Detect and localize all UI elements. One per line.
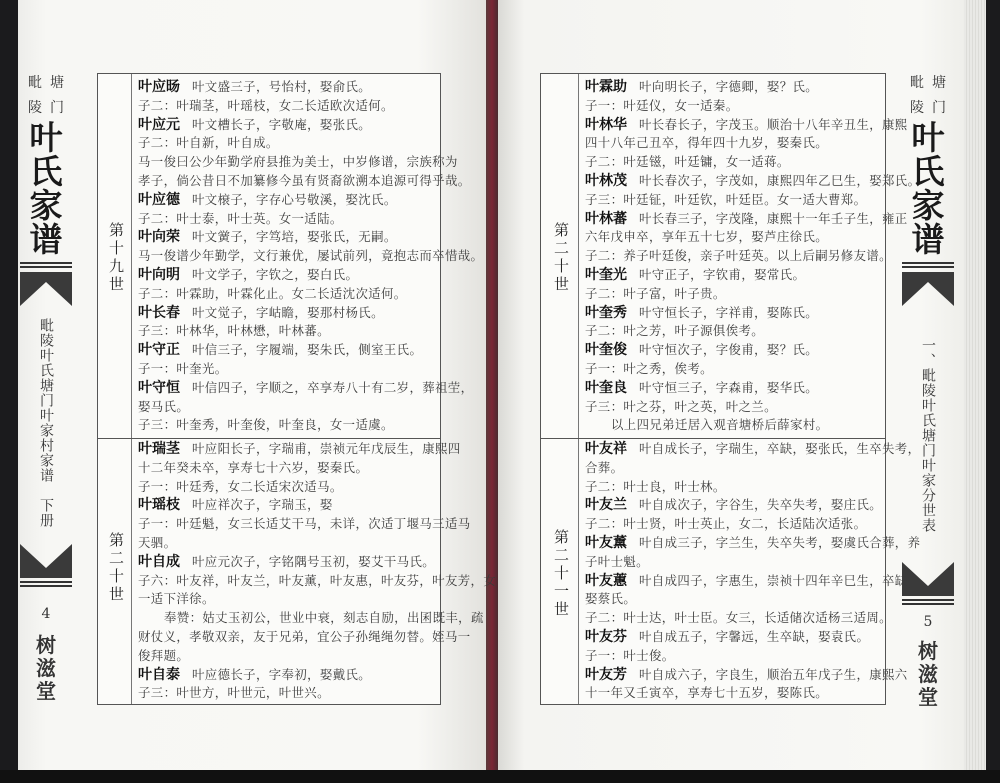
- hall-char: 堂: [36, 679, 56, 703]
- entry-text: 叶应祥次子，字瑞玉，娶: [192, 497, 333, 513]
- entry-text: 四十八年己丑卒，得年四十九岁，娶秦氏。: [585, 135, 829, 151]
- entry-text: 叶文觉子，字岵瞻，娶那村杨氏。: [192, 304, 384, 320]
- person-name: 叶应德: [138, 191, 180, 208]
- entry-text: 子二：叶士贤，叶士英止，女二，长适陆次适张。: [585, 516, 867, 532]
- entry-detail-line: [585, 553, 885, 572]
- small-title-1: 毗塘: [910, 75, 954, 91]
- person-name: 叶自泰: [138, 666, 180, 683]
- entry-text: 叶文学子，字钦之，娶白氏。: [192, 266, 359, 282]
- person-name: 叶林蕃: [585, 210, 627, 227]
- entry-detail-line: [138, 134, 440, 153]
- person-name: 叶友芳: [585, 666, 627, 683]
- entry-text: 子三：叶奎秀，叶奎俊，叶奎良，女一适虞。: [138, 417, 394, 433]
- entry-detail-line: [138, 172, 471, 191]
- entry-text: 财仗义，孝敬双亲，友于兄弟，宜公子孙绳绳勿替。姪马一: [138, 628, 471, 644]
- title-char: 叶: [911, 118, 945, 157]
- entry-detail-line: [585, 478, 885, 497]
- entry-detail-line: [585, 416, 885, 435]
- entry-text: 叶文榱子，字存心号敬溪，娶沈氏。: [192, 191, 397, 207]
- person-entry: [138, 553, 440, 572]
- entry-text: 叶自成长子，字瑞生，卒缺，娶张氏，生卒失考，: [639, 441, 921, 456]
- entry-text: 子二：叶瑞茎，叶瑶枝，女二长适欧次适何。: [138, 97, 394, 113]
- entry-text: 子三：叶世方，叶世元，叶世兴。: [138, 685, 330, 701]
- entry-detail-line: [585, 360, 885, 379]
- entry-text: 叶文盛三子，号怡村，娶俞氏。: [192, 79, 372, 94]
- entry-text: 叶守恒三子，字森甫，娶华氏。: [639, 379, 819, 395]
- title-char: 谱: [29, 220, 63, 259]
- entry-text: 六年戊申卒，享年五十七岁，娶芦庄徐氏。: [585, 229, 829, 245]
- section-title: 一、毗陵叶氏塘门叶家分世表: [920, 338, 936, 533]
- entry-text: 子三：叶廷钲，叶廷钦，叶廷臣。女一适大曹郑。: [585, 191, 867, 207]
- entry-detail-line: [138, 459, 440, 478]
- background-edge: [0, 770, 1000, 783]
- person-name: 叶自成: [138, 553, 180, 570]
- title-char: 叶: [29, 118, 63, 157]
- title-char: 家: [911, 186, 945, 225]
- double-rule: [20, 262, 72, 268]
- entry-text: 子三：叶林华，叶林懋，叶林蕃。: [138, 323, 330, 339]
- entry-detail-line: [138, 398, 440, 417]
- entry-text: 叶长春长子，字茂玉。顺治十八年辛丑生，康熙: [639, 116, 908, 132]
- entry-text: 子二：叶士泰，叶士英。女一适陆。: [138, 210, 343, 226]
- entries-list: [585, 440, 921, 703]
- entry-detail-line: [138, 572, 497, 591]
- person-entry: [585, 78, 885, 97]
- entry-text: 子一：叶廷秀，女二长适宋次适马。: [138, 478, 343, 494]
- entry-detail-line: [585, 134, 885, 153]
- entry-text: 叶守正子，字钦甫，娶常氏。: [639, 266, 806, 282]
- entry-detail-line: [138, 97, 440, 116]
- person-name: 叶应旸: [138, 79, 180, 95]
- entry-text: 子二：叶自新，叶自成。: [138, 135, 279, 151]
- book-title: [16, 118, 76, 259]
- entry-detail-line: [138, 478, 440, 497]
- entry-text: 叶守恒次子，字俊甫，娶？氏。: [639, 342, 819, 358]
- entry-detail-line: [585, 191, 885, 210]
- person-entry: [585, 304, 885, 323]
- entry-detail-line: [138, 360, 440, 379]
- person-name: 叶林华: [585, 116, 627, 133]
- person-name: 叶向荣: [138, 229, 180, 246]
- genealogy-table-right: [540, 73, 921, 705]
- entry-detail-line: [138, 647, 440, 666]
- person-entry: [585, 666, 908, 685]
- entry-text: 子二：叶之芳，叶子源俱俟考。: [585, 323, 765, 339]
- generation-label: 第十九世: [107, 222, 125, 294]
- entry-detail-line: [138, 534, 440, 553]
- entry-text: 子一：叶士俊。: [585, 647, 675, 663]
- person-entry: [585, 341, 885, 360]
- entry-text: 叶信三子，字履端，娶朱氏，侧室王氏。: [192, 342, 423, 358]
- small-title-2: 陵门: [910, 100, 954, 116]
- person-entry: [585, 628, 885, 647]
- entry-detail-line: [138, 210, 440, 229]
- section-divider: [541, 438, 885, 439]
- entry-detail-line: [138, 322, 440, 341]
- entry-text: 俊拜题。: [138, 647, 190, 663]
- title-char: 氏: [911, 152, 945, 191]
- entry-text: 子二：叶廷镃，叶廷镛，女一适蒋。: [585, 154, 790, 170]
- entry-detail-line: [585, 609, 892, 628]
- title-char: 氏: [29, 152, 63, 191]
- page-edges: [964, 0, 986, 783]
- entry-detail-line: [585, 228, 885, 247]
- entry-text: 叶长春三子，字茂隆，康熙十一年壬子生，雍正: [639, 210, 908, 226]
- chevron-banner-top: [20, 272, 72, 306]
- person-name: 叶奎良: [585, 379, 627, 396]
- person-entry: [138, 116, 440, 135]
- entry-text: 叶自成六子，字良生，顺治五年戊子生，康熙六: [639, 666, 908, 682]
- person-name: 叶守恒: [138, 379, 180, 396]
- person-entry: [585, 116, 908, 135]
- entry-text: 马一俊曰公少年勤学府县推为美士，中岁修谱，宗族称为: [138, 154, 458, 170]
- title-char: 谱: [911, 220, 945, 259]
- entry-text: 子三：叶之芬，叶之英，叶之兰。: [585, 398, 777, 414]
- hall-char: 堂: [918, 685, 938, 709]
- person-entry: [585, 572, 921, 591]
- entry-detail-line: [138, 609, 484, 628]
- small-title-2: 陵门: [28, 100, 72, 116]
- entry-detail-line: [585, 515, 885, 534]
- person-entry: [138, 191, 440, 210]
- entry-text: 娶蔡氏。: [585, 591, 637, 607]
- entry-text: 子一：叶奎光。: [138, 360, 228, 376]
- person-name: 叶友蕙: [585, 572, 627, 589]
- person-entry: [585, 172, 921, 191]
- person-entry: [138, 666, 440, 685]
- person-entry: [138, 341, 440, 360]
- entry-detail-line: [585, 97, 885, 116]
- person-entry: [138, 496, 440, 515]
- hall-char: 滋: [918, 662, 938, 686]
- entry-text: 孝子，倘公昔日不加纂修今虽有贤裔欲溯本追源可得乎哉。: [138, 172, 471, 188]
- entry-text: 马一俊谱少年勤学，文行兼优，屡试前列，竟抱志而卒惜哉。: [138, 248, 484, 264]
- volume-title: 毗陵叶氏塘门叶家村家谱 下册: [38, 318, 54, 528]
- generation-label: 第二十世: [107, 532, 125, 604]
- hall-name: [16, 634, 76, 703]
- entry-detail-line: [138, 247, 484, 266]
- book-spine: [486, 0, 498, 783]
- generation-column: [98, 74, 132, 704]
- entry-text: 子二：叶子富，叶子贵。: [585, 285, 726, 301]
- person-entry: [585, 266, 885, 285]
- left-margin-header: [16, 0, 76, 783]
- person-entry: [138, 440, 461, 459]
- person-name: 叶瑞茎: [138, 441, 180, 457]
- person-name: 叶向明: [138, 266, 180, 283]
- entry-text: 合葬。: [585, 459, 624, 475]
- entry-detail-line: [585, 247, 892, 266]
- entry-text: 叶应阳长子，字瑞甫，崇祯元年戊辰生，康熙四: [192, 441, 461, 456]
- entry-text: 叶长春次子，字茂如，康熙四年乙巳生，娶郑氏。: [639, 172, 921, 188]
- entry-detail-line: [585, 398, 885, 417]
- entry-text: 子二：叶霖助，叶霖化止。女二长适沈次适何。: [138, 285, 407, 301]
- entry-text: 子二：叶士良，叶士林。: [585, 478, 726, 494]
- person-name: 叶林茂: [585, 172, 627, 189]
- entry-detail-line: [138, 590, 440, 609]
- person-name: 叶守正: [138, 342, 180, 359]
- entry-text: 叶向明长子，字德卿，娶？氏。: [639, 79, 819, 94]
- chevron-banner-bottom: [20, 544, 72, 578]
- person-name: 叶奎秀: [585, 304, 627, 321]
- hall-char: 滋: [36, 656, 56, 680]
- generation-label: 第二十世: [552, 222, 570, 294]
- entry-detail-line: [585, 647, 885, 666]
- person-entry: [585, 496, 885, 515]
- person-name: 叶友薰: [585, 534, 627, 551]
- entry-detail-line: [585, 322, 885, 341]
- person-name: 叶奎光: [585, 266, 627, 283]
- entry-detail-line: [138, 285, 440, 304]
- entry-text: 子二：养子叶廷俊，亲子叶廷英。以上后嗣另修友谱。: [585, 248, 892, 264]
- entry-text: 子六：叶友祥，叶友兰，叶友薰，叶友惠，叶友芬，叶友芳，女: [138, 572, 497, 588]
- person-name: 叶瑶枝: [138, 497, 180, 514]
- entry-text: 子一：叶廷魁，女三长适艾干马，未详，次适丁堰马三适马: [138, 516, 471, 532]
- entry-detail-line: [585, 684, 885, 703]
- entry-text: 叶自成四子，字惠生，崇祯十四年辛巳生，卒缺，: [639, 572, 921, 588]
- entry-text: 叶自成五子，字馨远，生卒缺，娶袁氏。: [639, 628, 870, 644]
- person-entry: [138, 228, 440, 247]
- entry-detail-line: [138, 416, 440, 435]
- entry-text: 天驷。: [138, 534, 177, 550]
- entries-list: [138, 78, 484, 435]
- person-name: 叶友兰: [585, 497, 627, 514]
- entry-text: 奉赞：姑丈玉初公，世业中衰，刻志自励，出囷既丰，疏: [164, 610, 484, 626]
- person-entry: [585, 210, 908, 229]
- person-entry: [585, 379, 885, 398]
- entry-text: 子二：叶士达，叶士臣。女三，长适储次适杨三适周。: [585, 610, 892, 626]
- entry-detail-line: [138, 628, 471, 647]
- entry-text: 叶应德长子，字奉初，娶戴氏。: [192, 666, 372, 682]
- entry-text: 十一年又壬寅卒，享寿七十五岁，娶陈氏。: [585, 685, 829, 701]
- title-char: 家: [29, 186, 63, 225]
- entry-text: 娶马氏。: [138, 398, 190, 414]
- entry-text: 子一：叶廷仪，女一适秦。: [585, 97, 739, 113]
- person-name: 叶长春: [138, 304, 180, 321]
- person-entry: [138, 266, 440, 285]
- entry-detail-line: [138, 684, 440, 703]
- entry-detail-line: [585, 153, 885, 172]
- small-title-1: 毗塘: [28, 75, 72, 91]
- entry-detail-line: [585, 285, 885, 304]
- entry-text: 子一：叶之秀，俟考。: [585, 360, 713, 376]
- chevron-banner-top: [902, 272, 954, 306]
- double-rule: [902, 262, 954, 268]
- book-title: [898, 118, 958, 259]
- double-rule: [902, 599, 954, 605]
- entry-detail-line: [138, 515, 471, 534]
- page-number: 4: [41, 606, 51, 622]
- person-entry: [138, 304, 440, 323]
- entries-list: [585, 78, 921, 435]
- person-name: 叶友祥: [585, 441, 627, 457]
- entry-text: 叶自成次子，字谷生，失卒失考，娶庄氏。: [639, 497, 883, 513]
- person-entry: [585, 440, 921, 459]
- generation-label: 第二十一世: [552, 529, 570, 619]
- entry-text: 叶应元次子，字铭隅号玉初，娶艾干马氏。: [192, 553, 436, 569]
- entry-detail-line: [138, 153, 458, 172]
- person-name: 叶应元: [138, 116, 180, 133]
- hall-char: 树: [36, 633, 56, 657]
- person-name: 叶奎俊: [585, 342, 627, 359]
- double-rule: [20, 581, 72, 587]
- entry-text: 一适下洋徐。: [138, 591, 215, 607]
- entry-detail-line: [585, 459, 885, 478]
- entry-text: 叶文槽长子，字敬庵，娶张氏。: [192, 116, 372, 132]
- entry-text: 叶文黉子，字笃培，娶张氏，无嗣。: [192, 229, 397, 245]
- entry-text: 十二年癸未卒，享寿七十六岁，娶秦氏。: [138, 459, 369, 475]
- entry-text: 叶守恒长子，字祥甫，娶陈氏。: [639, 304, 819, 320]
- entry-text: 叶信四子，字顺之，卒享寿八十有二岁，葬祖茔，: [192, 379, 474, 395]
- entry-text: 叶自成三子，字兰生，失卒失考，娶虞氏合葬，养: [639, 534, 921, 550]
- person-entry: [138, 379, 474, 398]
- genealogy-table-left: [97, 73, 497, 705]
- person-entry: [585, 534, 921, 553]
- person-name: 叶友芬: [585, 628, 627, 645]
- entry-text: 子叶士魁。: [585, 553, 649, 569]
- entries-list: [138, 440, 497, 703]
- section-divider: [98, 438, 440, 439]
- hall-char: 树: [918, 639, 938, 663]
- entry-text: 以上四兄弟迁居入观音塘桥后薛家村。: [611, 417, 829, 433]
- page-number: 5: [923, 614, 933, 630]
- person-entry: [138, 78, 440, 97]
- entry-detail-line: [585, 590, 885, 609]
- person-name: 叶霖助: [585, 79, 627, 95]
